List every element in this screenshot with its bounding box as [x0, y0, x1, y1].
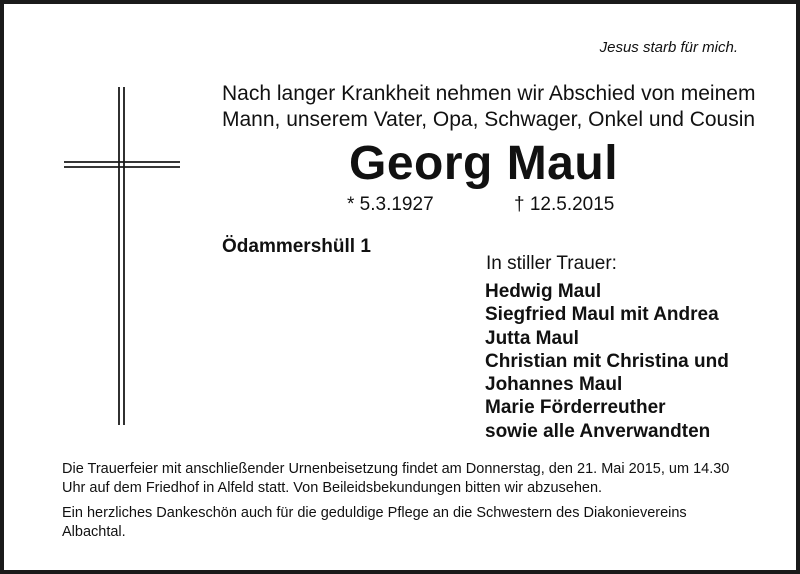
intro-line: Nach langer Krankheit nehmen wir Abschied von meinem: [222, 82, 756, 105]
address: Ödammershüll 1: [222, 236, 371, 257]
mourner: Jutta Maul: [485, 327, 579, 349]
service-info: Die Trauerfeier mit anschließender Urnenbeisetzung findet am Donnerstag, den 21. Mai 2015, um 14.30 Uhr auf dem Friedhof in Alfeld statt. Von Beileidsbekundungen bitten wir abzusehen.: [62, 461, 730, 496]
mourner: Marie Förderreuther: [485, 397, 666, 419]
intro-line: Mann, unserem Vater, Opa, Schwager, Onkel und Cousin: [222, 108, 756, 131]
motto: Jesus starb für mich.: [599, 39, 738, 56]
mourning-label: In stiller Trauer:: [486, 253, 617, 274]
mourners-list: [485, 280, 729, 443]
mourner: Christian mit Christina und: [485, 350, 729, 372]
cross-icon: [64, 87, 180, 425]
thanks-note: Ein herzliches Dankeschön auch für die geduldige Pflege an die Schwestern des Diakonievereins Albachtal.: [62, 505, 687, 540]
intro-text: [222, 81, 782, 133]
mourner: Johannes Maul: [485, 374, 623, 396]
death-date: † 12.5.2015: [514, 194, 615, 215]
birth-date: * 5.3.1927: [347, 194, 434, 215]
closing-text: [62, 460, 746, 548]
mourner: Siegfried Maul mit Andrea: [485, 304, 719, 326]
mourner: sowie alle Anverwandten: [485, 420, 711, 442]
deceased-name: Georg Maul: [349, 137, 619, 190]
mourner: Hedwig Maul: [485, 281, 602, 302]
